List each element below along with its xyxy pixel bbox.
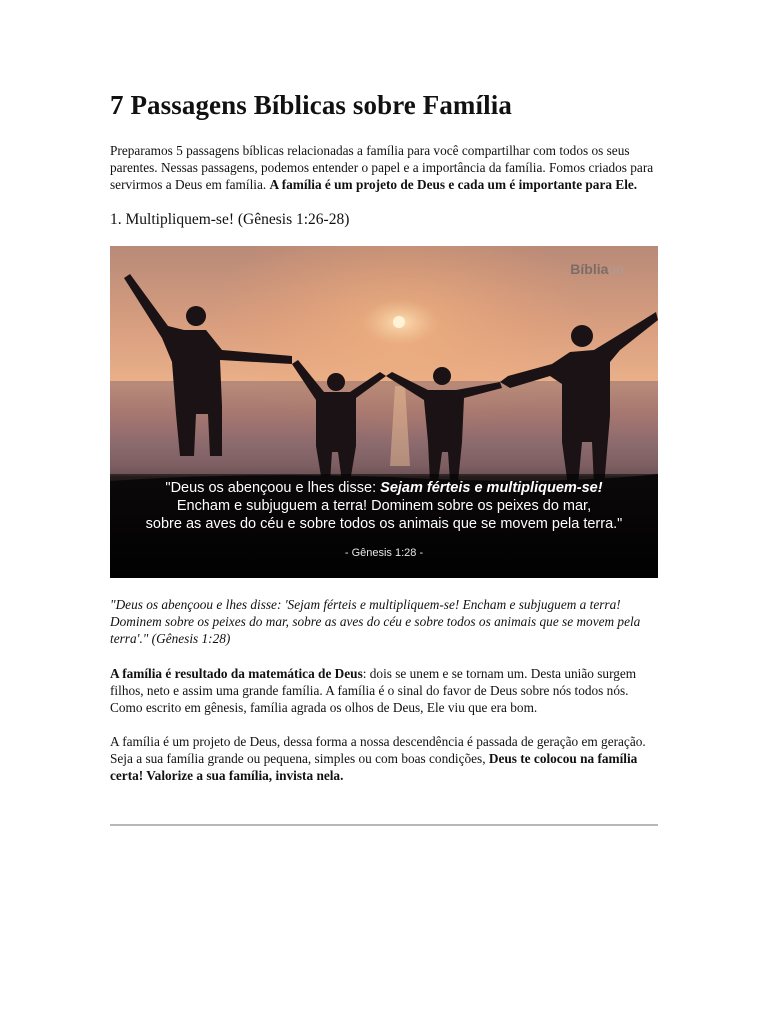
document-content — [110, 88, 658, 801]
family-sunset-image — [110, 246, 658, 578]
overlay-line-2: Encham e subjuguem a terra! Dominem sobre os peixes do mar, — [176, 498, 592, 514]
intro-paragraph — [110, 142, 658, 193]
overlay-reference: - Gênesis 1:28 - — [344, 547, 424, 559]
horizontal-divider — [110, 824, 658, 826]
paragraph-family-project — [110, 733, 658, 784]
paragraph-family-math-bold: A família é resultado da matemática de Deus — [110, 666, 363, 681]
paragraph-family-project-text: A família é um projeto de Deus, dessa forma a nossa descendência é passada de geração em geração. Seja a sua família grande ou pequena, simples ou com boas condições, — [110, 734, 646, 766]
verse-quote: "Deus os abençoou e lhes disse: 'Sejam férteis e multipliquem-se! Encham e subjuguem a terra! Dominem sobre os peixes do mar, sobre as aves do céu e sobre todos os animais que se movem pela terra'." (Gênesis 1:28) — [110, 597, 641, 646]
intro-text: Preparamos 5 passagens bíblicas relacionadas a família para você compartilhar com todos os seus parentes. Nessas passagens, podemos entender o papel e a importância da família. Fomos criados para servirmos a Deus em família. — [110, 143, 654, 192]
page-title: 7 Passagens Bíblicas sobre Família — [110, 90, 512, 120]
overlay-line-1-plain: "Deus os abençoou e lhes disse: — [165, 480, 381, 496]
biblia-on-watermark: Bíbliaon — [570, 261, 624, 277]
paragraph-family-project-bold: Deus te colocou na família certa! Valorize a sua família, invista nela. — [110, 751, 638, 783]
overlay-line-3: sobre as aves do céu e sobre todos os animais que se movem pela terra." — [145, 516, 623, 532]
image-verse-overlay — [110, 479, 658, 562]
section-heading: 1. Multipliquem-se! (Gênesis 1:26-28) — [110, 211, 350, 228]
intro-bold-text: A família é um projeto de Deus e cada um é importante para Ele. — [269, 177, 638, 192]
paragraph-family-math-text: : dois se unem e se tornam um. Desta união surgem filhos, neto e assim uma grande família. A família é o sinal do favor de Deus sobre nós todos nós. Como escrito em gênesis, família agrada os olhos de Deus, Ele viu que era bom. — [110, 666, 637, 715]
paragraph-family-math — [110, 665, 658, 716]
overlay-line-1-emphasis: Sejam férteis e multipliquem-se! — [380, 480, 603, 496]
